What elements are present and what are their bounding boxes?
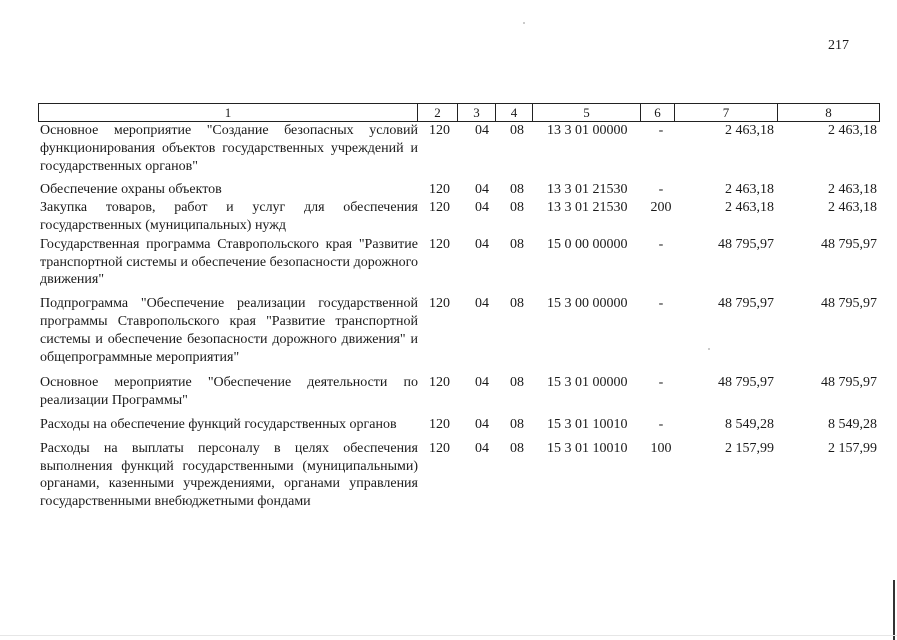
row-cell-4: 08 bbox=[510, 440, 524, 456]
row-cell-2: 120 bbox=[429, 200, 450, 216]
row-name: Основное мероприятие "Создание безопасных условий функционирования объектов государственных учреждений и государственных органов" bbox=[40, 123, 418, 174]
row-cell-2: 120 bbox=[429, 375, 450, 391]
row-cell-3: 04 bbox=[475, 440, 489, 456]
scan-speck bbox=[523, 22, 525, 24]
row-cell-7: 2 463,18 bbox=[725, 182, 774, 198]
row-cell-2: 120 bbox=[429, 416, 450, 432]
row-cell-7: 48 795,97 bbox=[718, 236, 774, 252]
row-cell-6: - bbox=[658, 123, 664, 138]
row-cell-4: 08 bbox=[510, 123, 524, 138]
row-cell-5: 15 3 00 00000 bbox=[547, 296, 628, 312]
row-cell-7: 8 549,28 bbox=[725, 416, 774, 432]
column-header-8: 8 bbox=[778, 104, 880, 122]
row-cell-5: 15 3 01 10010 bbox=[547, 440, 628, 456]
row-cell-8: 48 795,97 bbox=[821, 296, 877, 312]
row-cell-5: 15 3 01 00000 bbox=[547, 375, 628, 391]
row-cell-8: 48 795,97 bbox=[821, 236, 877, 252]
row-cell-5: 13 3 01 21530 bbox=[547, 200, 628, 216]
row-cell-5: 13 3 01 21530 bbox=[547, 182, 628, 198]
row-cell-2: 120 bbox=[429, 182, 450, 198]
table-body bbox=[38, 122, 879, 517]
column-header-6: 6 bbox=[641, 104, 675, 122]
row-cell-5: 15 3 01 10010 bbox=[547, 416, 628, 432]
row-cell-4: 08 bbox=[510, 296, 524, 312]
row-cell-6: - bbox=[658, 236, 664, 252]
row-cell-7: 48 795,97 bbox=[718, 375, 774, 391]
row-cell-4: 08 bbox=[510, 375, 524, 391]
row-cell-6: 100 bbox=[650, 440, 672, 456]
row-cell-3: 04 bbox=[475, 123, 489, 138]
row-name: Расходы на обеспечение функций государственных органов bbox=[40, 416, 397, 432]
row-cell-3: 04 bbox=[475, 416, 489, 432]
row-cell-4: 08 bbox=[510, 416, 524, 432]
row-cell-5: 15 0 00 00000 bbox=[547, 236, 628, 252]
row-cell-8: 2 463,18 bbox=[828, 182, 877, 198]
column-header-2: 2 bbox=[418, 104, 458, 122]
row-cell-4: 08 bbox=[510, 236, 524, 252]
row-name: Закупка товаров, работ и услуг для обеспечения государственных (муниципальных) нужд bbox=[40, 200, 418, 233]
scan-bottom-edge bbox=[0, 635, 897, 636]
row-cell-3: 04 bbox=[475, 182, 489, 198]
row-cell-4: 08 bbox=[510, 200, 524, 216]
scan-speck bbox=[708, 348, 710, 350]
row-name: Государственная программа Ставропольского края "Развитие транспортной системы и обеспечение безопасности дорожного движения" bbox=[40, 236, 418, 288]
table-row bbox=[38, 199, 879, 235]
table-row bbox=[38, 416, 879, 434]
table-row bbox=[38, 374, 879, 410]
column-header-7: 7 bbox=[675, 104, 778, 122]
column-header-5: 5 bbox=[533, 104, 641, 122]
row-cell-7: 2 157,99 bbox=[725, 440, 774, 456]
row-cell-2: 120 bbox=[429, 440, 450, 456]
row-name: Обеспечение охраны объектов bbox=[40, 182, 222, 198]
column-header-4: 4 bbox=[496, 104, 533, 122]
row-name: Подпрограмма "Обеспечение реализации государственной программы Ставропольского края "Развитие транспортной системы и обеспечение безопасности дорожного движения" и общепрограммные мероприятия" bbox=[40, 296, 418, 365]
table-row bbox=[38, 295, 879, 366]
row-cell-8: 8 549,28 bbox=[828, 416, 877, 432]
row-cell-8: 2 463,18 bbox=[828, 200, 877, 216]
row-cell-6: 200 bbox=[650, 200, 672, 216]
row-cell-3: 04 bbox=[475, 236, 489, 252]
row-cell-5: 13 3 01 00000 bbox=[547, 123, 628, 138]
table-row bbox=[38, 236, 879, 289]
row-name: Расходы на выплаты персоналу в целях обеспечения выполнения функций государственными (муниципальными) органами, казенными учреждениями, органами управления государственными внебюджетными фондами bbox=[40, 440, 418, 510]
row-cell-8: 2 463,18 bbox=[828, 123, 877, 138]
page-number: 217 bbox=[828, 38, 849, 53]
row-cell-8: 2 157,99 bbox=[828, 440, 877, 456]
row-name: Основное мероприятие "Обеспечение деятельности по реализации Программы" bbox=[40, 375, 418, 409]
row-cell-3: 04 bbox=[475, 200, 489, 216]
scan-margin-line bbox=[893, 580, 895, 640]
row-cell-2: 120 bbox=[429, 296, 450, 312]
row-cell-7: 2 463,18 bbox=[725, 200, 774, 216]
table-row bbox=[38, 181, 879, 199]
row-cell-2: 120 bbox=[429, 236, 450, 252]
row-cell-8: 48 795,97 bbox=[821, 375, 877, 391]
row-cell-3: 04 bbox=[475, 375, 489, 391]
row-cell-6: - bbox=[658, 182, 664, 198]
row-cell-6: - bbox=[658, 296, 664, 312]
row-cell-4: 08 bbox=[510, 182, 524, 198]
table-row bbox=[38, 440, 879, 511]
row-cell-2: 120 bbox=[429, 123, 450, 138]
row-cell-7: 48 795,97 bbox=[718, 296, 774, 312]
table-row bbox=[38, 122, 879, 175]
row-cell-6: - bbox=[658, 375, 664, 391]
column-header-3: 3 bbox=[458, 104, 496, 122]
row-cell-7: 2 463,18 bbox=[725, 123, 774, 138]
table-header bbox=[38, 103, 880, 122]
row-cell-3: 04 bbox=[475, 296, 489, 312]
column-header-1: 1 bbox=[39, 104, 418, 122]
row-cell-6: - bbox=[658, 416, 664, 432]
